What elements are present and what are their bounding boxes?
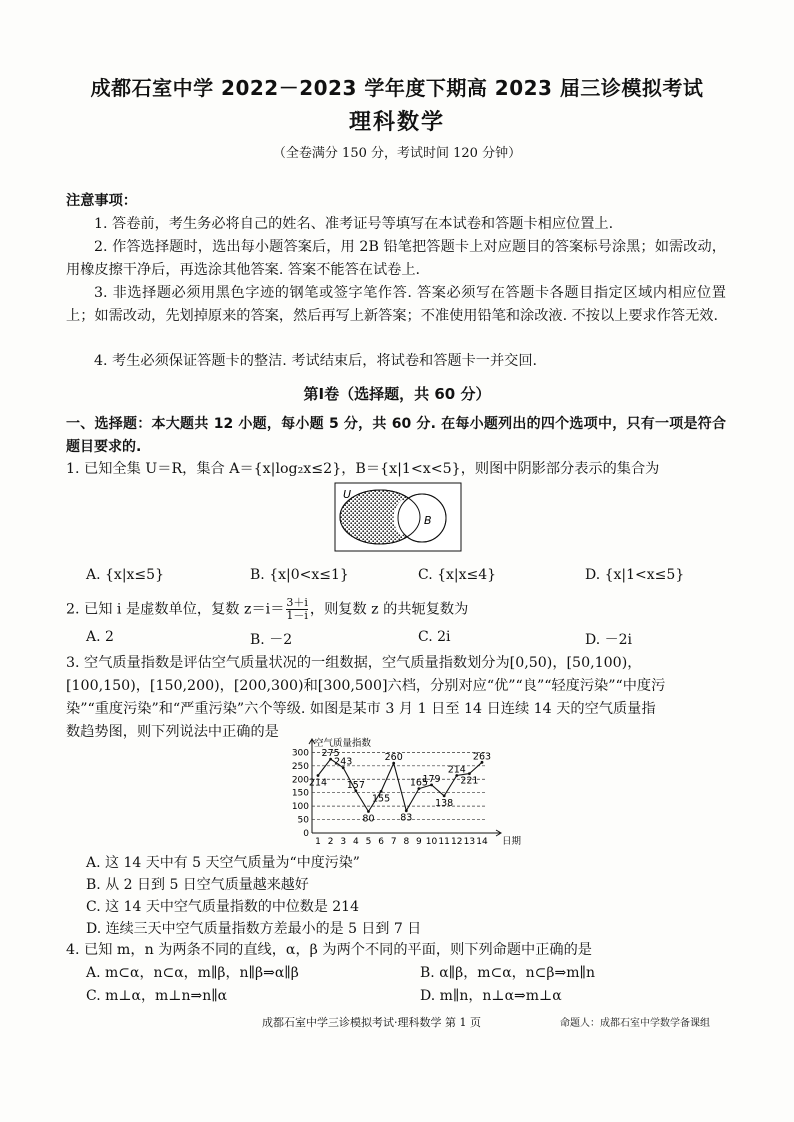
q1-option-b: B. {x|0<x≤1}: [250, 567, 349, 583]
x-tick-label: 2: [327, 837, 334, 847]
notice-item-1: 1. 答卷前，考生务必将自己的姓名、准考证号等填写在本试卷和答题卡相应位置上.: [94, 216, 614, 232]
q3-line-3: 染”“重度污染”和“严重污染”六个等级. 如图是某市 3 月 1 日至 14 日连续 14 天的空气质量指: [66, 701, 656, 717]
section-instruction: 一、选择题：本大题共 12 小题，每小题 5 分，共 60 分. 在每小题列出的四个选项中，只有一项是符合题目要求的.: [66, 416, 726, 455]
q2-frac-num: 3＋i: [286, 596, 308, 609]
q2-option-a: A. 2: [86, 629, 114, 645]
notice-item-3: 3. 非选择题必须用黑色字迹的钢笔或签字笔作答. 答案必须写在答题卡各题目指定区域内相应位置上；如需改动，先划掉原来的答案，然后再写上新答案；不准使用铅笔和涂改液. 不按以上要求作答无效.: [66, 285, 726, 324]
data-point: [317, 774, 320, 777]
x-tick-label: 8: [403, 837, 410, 847]
aqi-line-chart: [285, 736, 530, 848]
q2-option-c: C. 2i: [418, 629, 451, 645]
notice-heading: 注意事项：: [66, 193, 137, 209]
data-label: 155: [372, 793, 391, 805]
q2-option-b: B. －2: [250, 632, 293, 648]
data-label: 179: [422, 773, 441, 785]
data-label: 214: [447, 764, 466, 776]
q4-option-b: B. α∥β，m⊂α，n⊂β⇒m∥n: [420, 965, 595, 981]
x-tick-label: 14: [476, 837, 488, 847]
q2-stem: [66, 597, 468, 622]
q3-line-4: 数趋势图，则下列说法中正确的是: [66, 724, 279, 740]
x-tick-label: 11: [438, 837, 450, 847]
q3-option-a: A. 这 14 天中有 5 天空气质量为“中度污染”: [86, 855, 360, 871]
q1-option-d: D. {x|1<x≤5}: [585, 567, 685, 583]
venn-label-u: U: [343, 488, 352, 501]
data-point: [380, 790, 383, 793]
x-tick-label: 1: [315, 837, 321, 847]
x-tick-label: 6: [378, 837, 384, 847]
q3-line-1: 3. 空气质量指数是评估空气质量状况的一组数据，空气质量指数划分为[0,50)，[50,100)，: [66, 655, 642, 671]
exam-note: （全卷满分 150 分，考试时间 120 分钟）: [272, 146, 522, 161]
data-label: 263: [472, 751, 492, 763]
q3-line-2: [100,150)，[150,200)，[200,300)和[300,500]六档，分别对应“优”“良”“轻度污染”“中度污: [66, 678, 666, 694]
q1-option-c: C. {x|x≤4}: [418, 567, 497, 583]
x-tick-label: 13: [463, 837, 476, 847]
q2-option-d: D. －2i: [585, 632, 633, 648]
data-label: 214: [308, 777, 328, 789]
q2-frac-den: 1－i: [286, 609, 308, 622]
x-tick-label: 4: [352, 837, 359, 847]
data-label: 260: [384, 752, 403, 764]
data-point: [405, 809, 408, 812]
q3-option-c: C. 这 14 天中空气质量指数的中位数是 214: [86, 899, 359, 915]
q2-fraction: [286, 597, 308, 622]
data-label: 165: [409, 777, 428, 789]
q3-option-d: D. 连续三天中空气质量指数方差最小的是 5 日到 7 日: [86, 921, 422, 937]
y-tick-label: 150: [291, 788, 309, 799]
q4-option-a: A. m⊂α，n⊂α，m∥β，n∥β⇒α∥β: [86, 965, 299, 981]
data-label: 80: [362, 813, 375, 825]
data-point: [468, 772, 471, 775]
footer-page-info: 成都石室中学三诊模拟考试·理科数学 第 1 页: [262, 1016, 481, 1029]
venn-diagram: [334, 482, 462, 552]
data-label: 221: [460, 775, 479, 787]
y-tick-label: 200: [291, 775, 309, 786]
q1-option-a: A. {x|x≤5}: [86, 567, 164, 583]
notice-item-2: 2. 作答选择题时，选出每小题答案后，用 2B 铅笔把答题卡上对应题目的答案标号涂黑；如需改动，用橡皮擦干净后，再选涂其他答案. 答案不能答在试卷上.: [66, 239, 726, 278]
data-point: [367, 810, 370, 813]
q2-stem-b: ，则复数 z 的共轭复数为: [309, 601, 469, 618]
y-tick-label: 250: [291, 761, 309, 772]
x-tick-label: 5: [365, 837, 372, 847]
y-tick-label: 100: [291, 802, 309, 813]
subject-title: 理科数学: [348, 110, 445, 135]
y-axis-label: 空气质量指数: [314, 738, 372, 749]
x-tick-label: 12: [451, 837, 463, 847]
y-tick-label: 300: [291, 748, 309, 759]
q2-stem-a: 2. 已知 i 是虚数单位，复数 z＝i＝: [66, 601, 285, 618]
q4-option-d: D. m∥n，n⊥α⇒m⊥α: [420, 988, 562, 1004]
data-label: 83: [400, 812, 413, 824]
y-tick-label: 0: [303, 829, 309, 839]
venn-label-b: B: [424, 514, 432, 527]
q4-option-c: C. m⊥α，m⊥n⇒n∥α: [86, 988, 228, 1004]
data-point: [443, 795, 446, 798]
data-label: 157: [346, 779, 365, 791]
notice-item-4: 4. 考生必须保证答题卡的整洁. 考试结束后，将试卷和答题卡一并交回.: [94, 353, 538, 369]
data-label: 138: [435, 797, 454, 809]
q3-option-b: B. 从 2 日到 5 日空气质量越来越好: [86, 877, 309, 893]
x-tick-label: 7: [390, 837, 397, 847]
x-axis-label: 日期: [502, 836, 522, 847]
q1-stem: 1. 已知全集 U＝R，集合 A＝{x|log₂x≤2}，B＝{x|1<x<5}，则图中阴影部分表示的集合为: [66, 461, 660, 477]
x-tick-label: 10: [425, 837, 438, 847]
data-label: 243: [334, 756, 353, 768]
data-label: 275: [321, 748, 340, 760]
x-tick-label: 3: [340, 837, 347, 847]
section-title: 第Ⅰ卷（选择题，共 60 分）: [303, 385, 491, 403]
y-tick-label: 50: [297, 815, 309, 826]
x-tick-label: 9: [416, 837, 422, 847]
exam-title: 成都石室中学 2022－2023 学年度下期高 2023 届三诊模拟考试: [90, 76, 704, 100]
footer-author: 命题人：成都石室中学数学备课组: [560, 1018, 710, 1029]
q4-stem: 4. 已知 m，n 为两条不同的直线，α，β 为两个不同的平面，则下列命题中正确的是: [66, 942, 592, 958]
